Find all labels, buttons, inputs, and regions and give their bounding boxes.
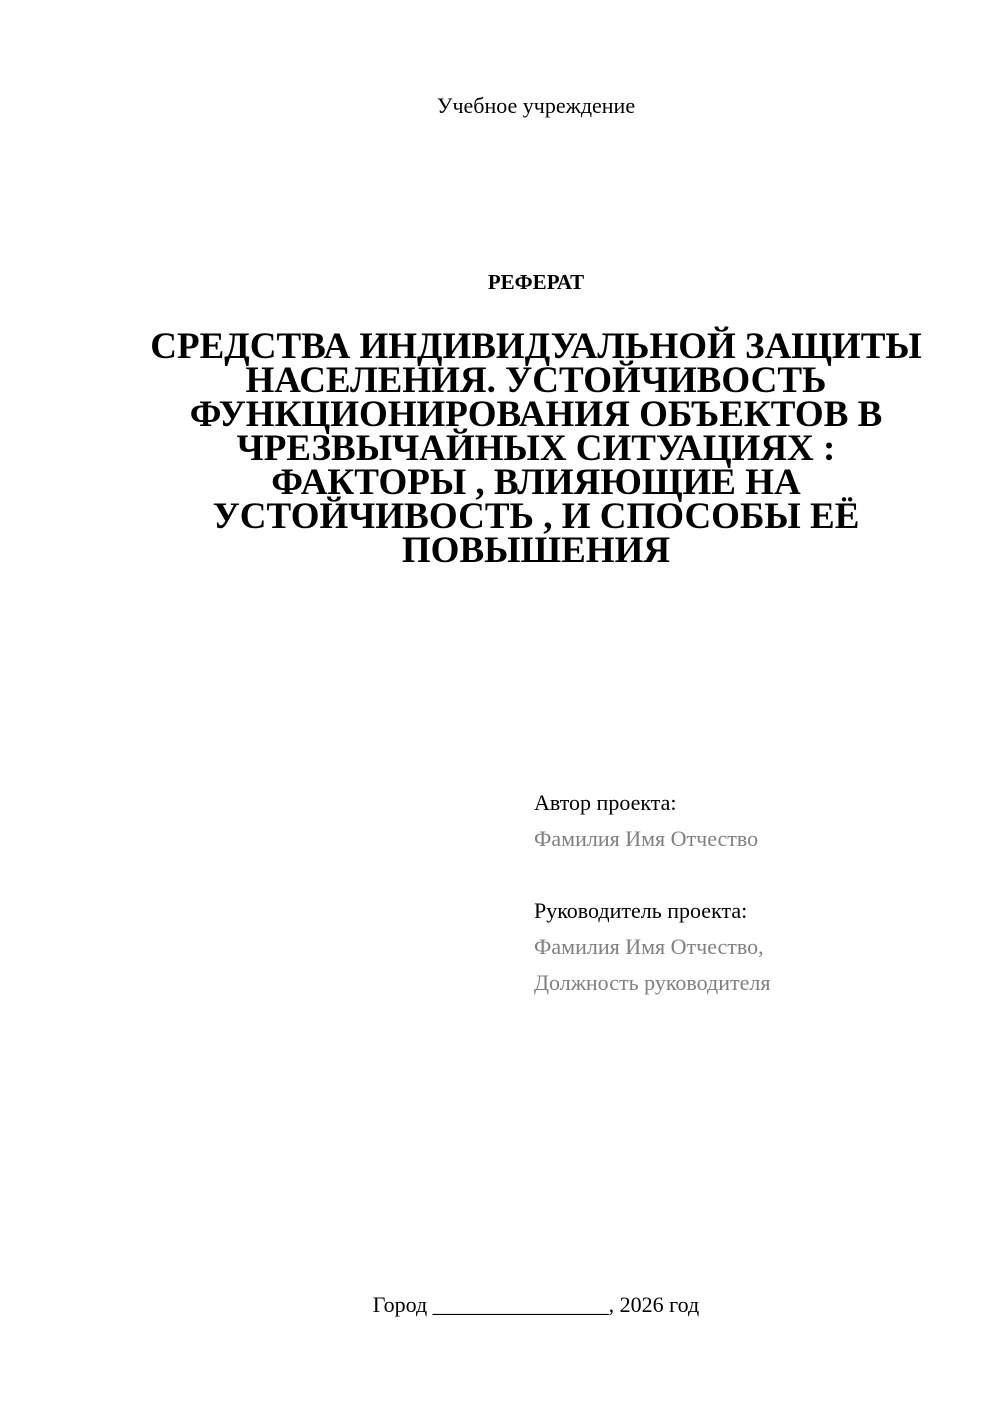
supervisor-block: [534, 893, 974, 1001]
author-label: Автор проекта:: [534, 790, 677, 815]
document-type: РЕФЕРАТ: [487, 270, 585, 294]
supervisor-position: Должность руководителя: [534, 970, 771, 995]
supervisor-label: Руководитель проекта:: [534, 898, 748, 923]
city-year-footer: Город ________________, 2026 год: [372, 1292, 700, 1317]
author-block: [534, 785, 974, 857]
document-title: СРЕДСТВА ИНДИВИДУАЛЬНОЙ ЗАЩИТЫ НАСЕЛЕНИЯ. УСТОЙЧИВОСТЬ ФУНКЦИОНИРОВАНИЯ ОБЪЕКТОВ В ЧРЕЗВЫЧАЙНЫХ СИТУАЦИЯХ : ФАКТОРЫ , ВЛИЯЮЩИЕ НА УСТОЙЧИВОСТЬ , И СПОСОБЫ ЕЁ ПОВЫШЕНИЯ: [150, 326, 922, 571]
author-name: Фамилия Имя Отчество: [534, 826, 759, 851]
supervisor-name: Фамилия Имя Отчество,: [534, 934, 764, 959]
institution-name: Учебное учреждение: [436, 93, 636, 118]
